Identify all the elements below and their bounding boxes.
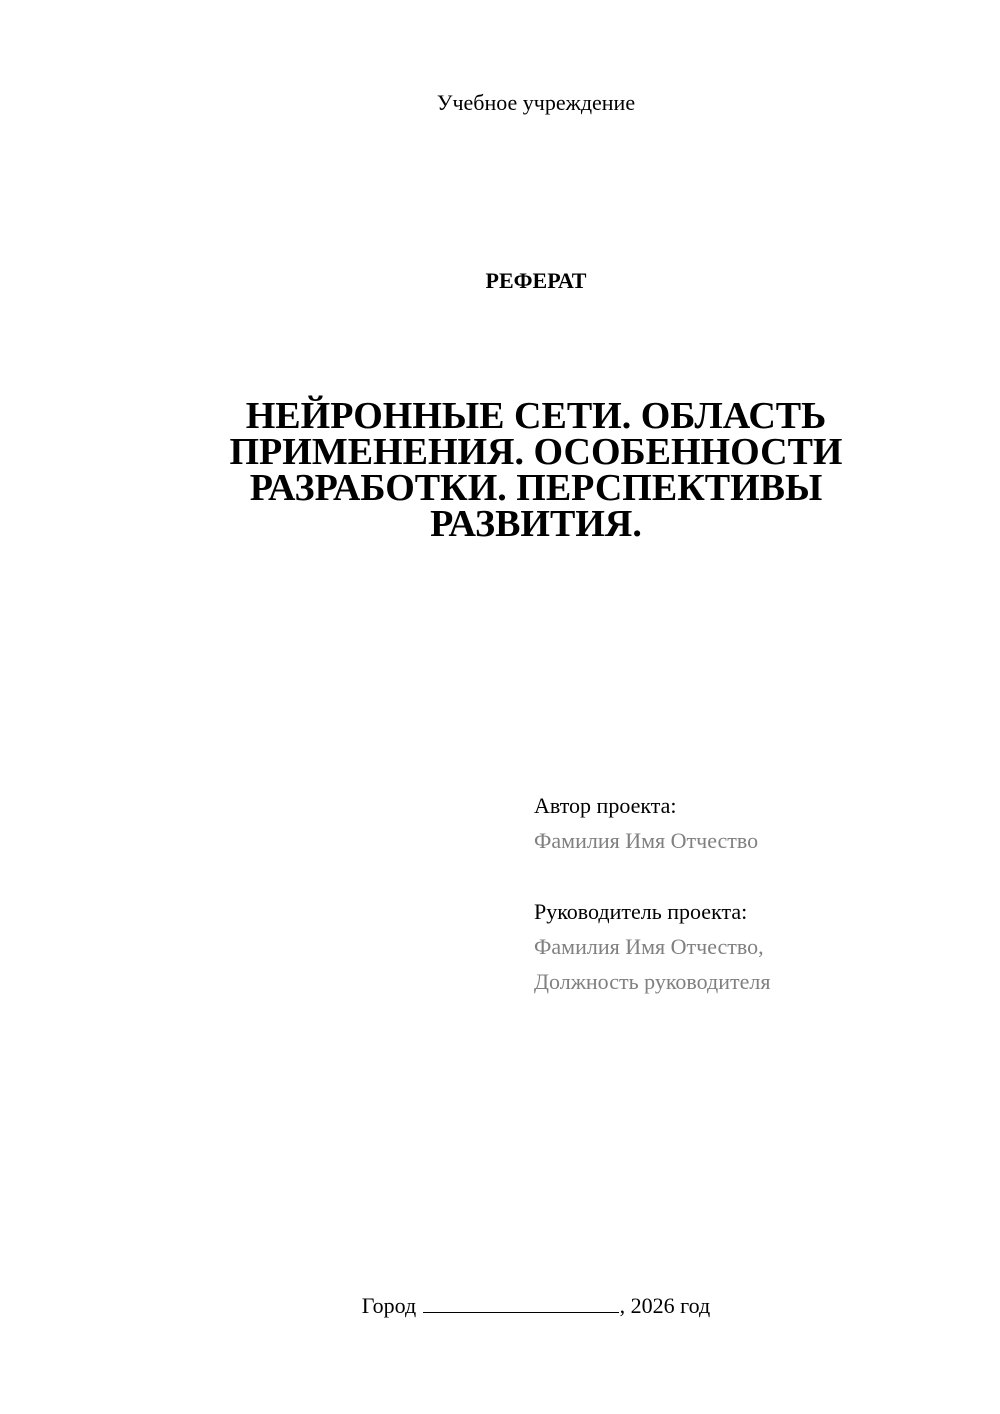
institution-name: Учебное учреждение	[436, 90, 636, 115]
title-line-1: НЕЙРОННЫЕ СЕТИ. ОБЛАСТЬ	[245, 395, 827, 437]
author-name-placeholder: Фамилия Имя Отчество	[534, 828, 759, 853]
spacer	[534, 858, 974, 894]
supervisor-label: Руководитель проекта:	[534, 899, 748, 924]
city-year-line	[0, 1290, 1000, 1319]
title-line-2: ПРИМЕНЕНИЯ. ОСОБЕННОСТИ	[229, 431, 843, 473]
title-line-4: РАЗВИТИЯ.	[430, 503, 642, 545]
city-blank-line	[423, 1290, 619, 1313]
document-type: РЕФЕРАТ	[485, 268, 587, 293]
supervisor-position-placeholder: Должность руководителя	[534, 969, 771, 994]
city-label: Город	[361, 1293, 417, 1318]
title-line-3: РАЗРАБОТКИ. ПЕРСПЕКТИВЫ	[249, 467, 823, 509]
document-title	[200, 395, 872, 545]
year-text: , 2026 год	[619, 1293, 711, 1318]
author-label: Автор проекта:	[534, 793, 677, 818]
project-people-block	[534, 788, 974, 999]
supervisor-name-placeholder: Фамилия Имя Отчество,	[534, 934, 764, 959]
